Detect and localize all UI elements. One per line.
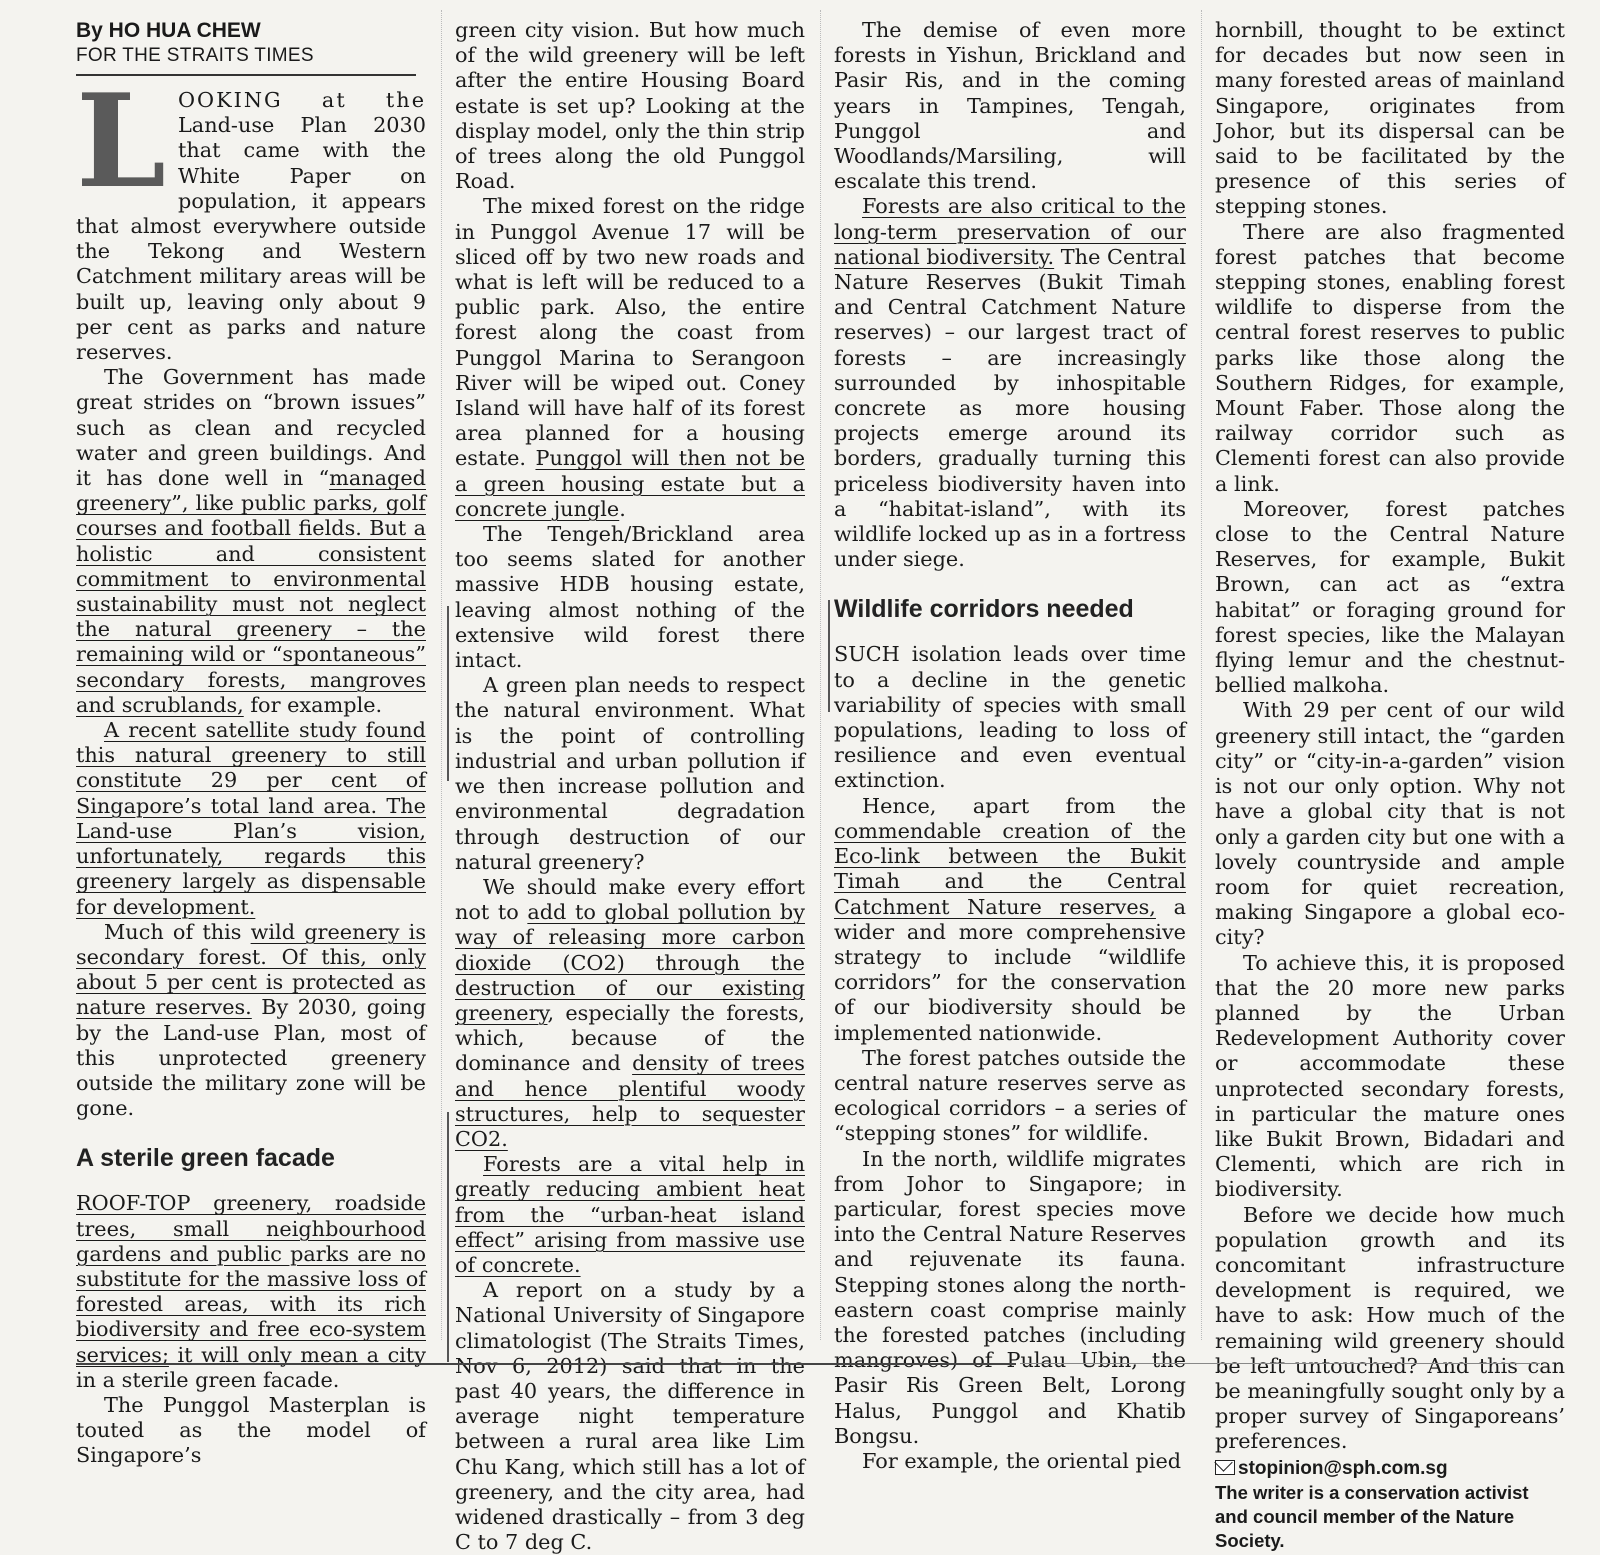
bottom-divider xyxy=(1020,1363,1540,1364)
paragraph: Hence, apart from the commendable creation of the Eco-link between the Bukit Timah and the Central Catchment Nature reserves, a wider and more comprehensive strategy to include “wildlife corridors” for the conservation of our biodiversity should be implemented nationwide. xyxy=(834,793,1186,1045)
underlined-text: wild greenery is secondary forest. Of this, only about 5 per cent is protected as nature reserves. xyxy=(76,919,426,1020)
subheading: A sterile green facade xyxy=(76,1144,335,1173)
article-column-4 xyxy=(1215,18,1565,1553)
underlined-text: add to global pollution by way of releasing more carbon dioxide (CO2) through the destruction of our existing greenery xyxy=(455,900,805,1025)
paragraph: Much of this wild greenery is secondary forest. Of this, only about 5 per cent is protected as nature reserves. By 2030, going by the Land-use Plan, most of this unprotected greenery outside the military zone will be gone. xyxy=(76,919,427,1121)
lead-paragraph xyxy=(76,88,426,365)
column-divider xyxy=(820,10,821,1340)
paragraph: Moreover, forest patches close to the Central Nature Reserves, for example, Bukit Brown, can act as “extra habitat” or foraging ground for forest species, like the Malayan flying lemur and the chestnut-bellied malkoha. xyxy=(1215,496,1565,698)
article-column-3 xyxy=(834,18,1186,1474)
paragraph: green city vision. But how much of the wild greenery will be left after the entire Housing Board estate is set up? Looking at the display model, only the thin strip of trees along the old Punggol Road. xyxy=(455,18,805,194)
underlined-text: Punggol will then not be a green housing estate but a concrete jungle xyxy=(455,446,806,521)
paragraph xyxy=(76,718,426,920)
paragraph: In the north, wildlife migrates from Johor to Singapore; in particular, forest species move into the Central Nature Reserves and rejuvenate its fauna. Stepping stones along the north-eastern coast comprise mainly the forested patches (including mangroves) of Pulau Ubin, the Pasir Ris Green Belt, Lorong Halus, Punggol and Khatib Bongsu. xyxy=(834,1146,1186,1448)
article-column-2 xyxy=(455,18,805,1555)
paragraph: For example, the oriental pied xyxy=(862,1448,1182,1473)
paragraph: To achieve this, it is proposed that the 20 more new parks planned by the Urban Redevelopment Authority cover or accommodate these unprotected secondary forests, in particular the mature ones like Bukit Brown, Bidadari and Clementi, which are rich in biodiversity. xyxy=(1215,950,1565,1202)
underlined-text: commendable creation of the Eco-link between the Bukit Timah and the Central Catchment Nature reserves, xyxy=(834,818,1186,919)
underlined-text: ROOF-TOP greenery, roadside trees, small neighbourhood gardens and public parks are no substitute for the massive loss of forested areas, with its rich biodiversity and free eco-system services; xyxy=(76,1191,426,1367)
paragraph: The Tengeh/Brickland area too seems slated for another massive HDB housing estate, leaving almost nothing of the extensive wild forest there intact. xyxy=(455,522,805,673)
underlined-text: Forests are also critical to the long-term preservation of our national biodiversity. xyxy=(834,194,1186,269)
paragraph: ROOF-TOP greenery, roadside trees, small neighbourhood gardens and public parks are no substitute for the massive loss of forested areas, with its rich biodiversity and free eco-system services; it will only mean a city in a sterile green facade. xyxy=(76,1191,426,1392)
column-divider xyxy=(1201,10,1202,1340)
column-divider xyxy=(441,10,442,1340)
paragraph: hornbill, thought to be extinct for decades but now seen in many forested areas of mainland Singapore, originates from Johor, but its dispersal can be said to be facilitated by the presence of this series of stepping stones. xyxy=(1215,18,1565,219)
contact-email[interactable]: stopinion@sph.com.sg xyxy=(1215,1457,1565,1481)
underlined-text: Forests are a vital help in greatly reducing ambient heat from the “urban-heat island effect” arising from massive use of concrete. xyxy=(455,1152,805,1277)
paragraph: The Punggol Masterplan is touted as the model of Singapore’s xyxy=(76,1392,426,1468)
article-column-1 xyxy=(76,18,426,1469)
lead-caps: OOKING at the xyxy=(178,88,426,112)
paragraph xyxy=(455,1152,805,1278)
subheading: Wildlife corridors needed xyxy=(834,595,1134,624)
paragraph: Before we decide how much population growth and its concomitant infrastructure development is required, we have to ask: How much of the remaining wild greenery should be left untouched? And this can be meaningfully sought only by a proper survey of Singaporeans’ preferences. xyxy=(1215,1202,1565,1454)
margin-mark xyxy=(447,1112,449,1362)
paragraph: There are also fragmented forest patches that become stepping stones, enabling forest wildlife to disperse from the central forest reserves to public parks like those along the Southern Ridges, for example, Mount Faber. Those along the railway corridor such as Clementi forest can also provide a link. xyxy=(1215,219,1565,496)
author-byline: By HO HUA CHEW xyxy=(76,19,261,42)
paragraph: A green plan needs to respect the natural environment. What is the point of controlling industrial and urban pollution if we then increase pollution and environmental degradation through destruction of our natural greenery? xyxy=(455,673,805,874)
paragraph: Forests are also critical to the long-term preservation of our national biodiversity. The Central Nature Reserves (Bukit Timah and Central Catchment Nature reserves) – our largest tract of forests – are increasingly surrounded by inhospitable concrete as more housing projects emerge around its borders, gradually turning this priceless biodiversity haven into a “habitat-island”, with its wildlife locked up as in a fortress under siege. xyxy=(834,194,1186,572)
byline-divider xyxy=(76,74,416,76)
paragraph: The mixed forest on the ridge in Punggol Avenue 17 will be sliced off by two new roads and what is left will be reduced to a public park. Also, the entire forest along the coast from Punggol Marina to Serangoon River will be wiped out. Coney Island will have half of its forest area planned for a housing estate. Punggol will then not be a green housing estate but a concrete jungle. xyxy=(455,194,806,521)
underlined-text: A recent satellite study found this natural greenery to still constitute 29 per cent of Singapore’s total land area. The Land-use Plan’s vision, unfortunately, regards this greenery largely as dispensable for development. xyxy=(76,718,426,919)
email-icon xyxy=(1215,1460,1235,1475)
author-note: The writer is a conservation activist and council member of the Nature Society. xyxy=(1215,1481,1529,1551)
publication-credit: FOR THE STRAITS TIMES xyxy=(76,45,314,66)
paragraph: With 29 per cent of our wild greenery still intact, the “garden city” or “city-in-a-garden” vision is not our only option. Why not have a global city that is not only a garden city but one with a lovely countryside and ample room for quiet recreation, making Singapore a global eco-city? xyxy=(1215,698,1565,950)
lead-text: Land-use Plan 2030 that came with the White Paper on population, it appears that almost everywhere outside the Tekong and Western Catchment military areas will be built up, leaving only about 9 per cent as parks and nature reserves. xyxy=(76,113,426,365)
paragraph: The forest patches outside the central nature reserves serve as ecological corridors – a series of “stepping stones” for wildlife. xyxy=(834,1045,1186,1146)
paragraph: The demise of even more forests in Yishun, Brickland and Pasir Ris, and in the coming years in Tampines, Tengah, Punggol and Woodlands/Marsiling, will escalate this trend. xyxy=(834,18,1186,194)
paragraph: SUCH isolation leads over time to a decline in the genetic variability of species with small populations, leading to loss of resilience and even eventual extinction. xyxy=(834,642,1186,793)
bottom-divider xyxy=(76,1363,1016,1365)
underlined-text: density of trees and hence plentiful woody structures, help to sequester CO2. xyxy=(455,1051,805,1151)
underlined-text: managed greenery”, like public parks, golf courses and football fields. But a holistic and consistent commitment to environmental sustainability must not neglect the natural greenery – the remaining wild or “spontaneous” secondary forests, mangroves and scrublands, xyxy=(76,466,426,717)
paragraph: The Government has made great strides on “brown issues” such as clean and recycled water and green buildings. And it has done well in “managed greenery”, like public parks, golf courses and football fields. But a holistic and consistent commitment to environmental sustainability must not neglect the natural greenery – the remaining wild or “spontaneous” secondary forests, mangroves and scrublands, for example. xyxy=(76,365,426,717)
paragraph: A report on a study by a National University of Singapore climatologist (The Straits Times, Nov 6, 2012) said that in the past 40 years, the difference in average night temperature between a rural area like Lim Chu Kang, which still has a lot of greenery, and the city area, had widened drastically – from 3 deg C to 7 deg C. xyxy=(455,1278,805,1555)
drop-cap: L xyxy=(76,88,166,217)
margin-mark xyxy=(828,600,830,712)
margin-mark xyxy=(447,606,449,781)
paragraph: We should make every effort not to add to global pollution by way of releasing more carbon dioxide (CO2) through the destruction of our existing greenery, especially the forests, which, because of the dominance and density of trees and hence plentiful woody structures, help to sequester CO2. xyxy=(455,874,805,1151)
